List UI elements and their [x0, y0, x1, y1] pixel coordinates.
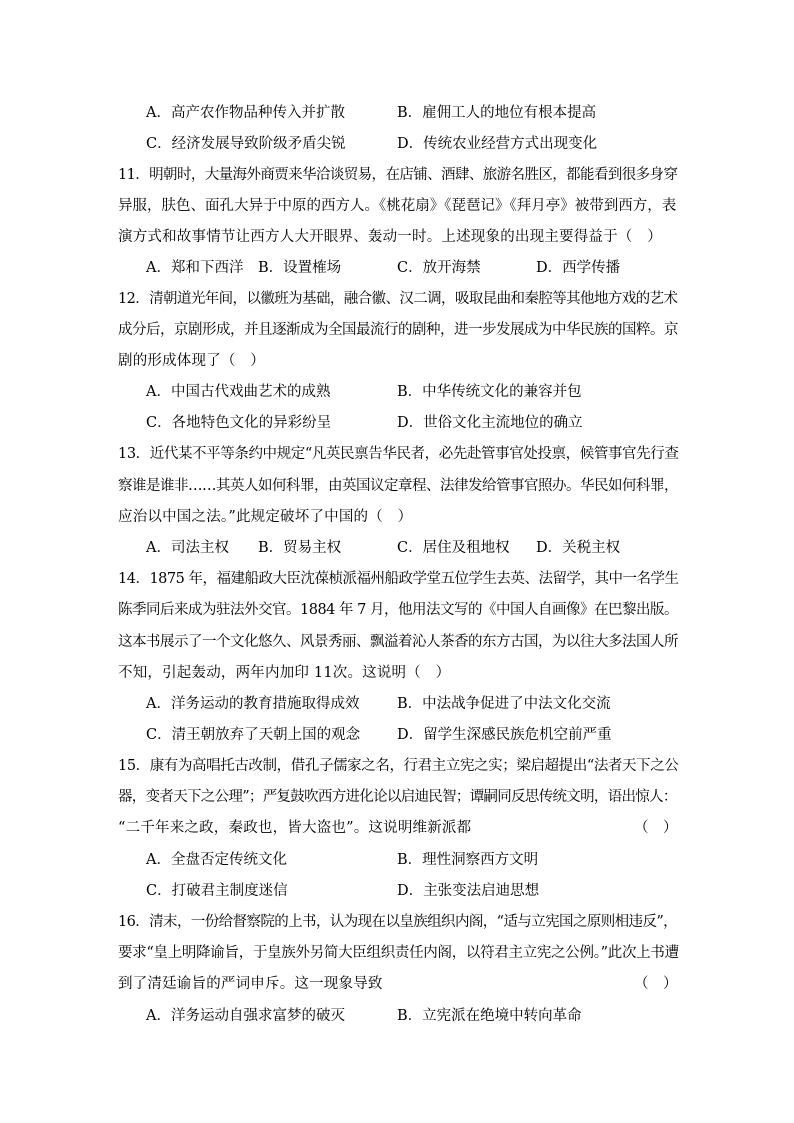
- q15-option-d[interactable]: D．主张变法启迪思想: [397, 883, 540, 899]
- q16-stem-line-2: 要求“皇上明降谕旨，于皇族外另简大臣组织责任内阁，以符君主立宪之公例。”此次上书遭: [118, 945, 679, 961]
- q11-stem-line-3: 演方式和故事情节让西方人大开眼界、轰动一时。上述现象的出现主要得益于（ ）: [118, 229, 662, 245]
- q16-stem-line-3: 到了清廷谕旨的严词申斥。这一现象导致: [118, 976, 383, 992]
- q14-option-c[interactable]: C．清王朝放弃了天朝上国的观念: [146, 727, 361, 743]
- q13-option-d[interactable]: D．关税主权: [536, 540, 621, 556]
- q13-option-c[interactable]: C．居住及租地权: [397, 540, 510, 556]
- q12-option-a[interactable]: A．中国古代戏曲艺术的成熟: [146, 384, 331, 400]
- q12-option-c[interactable]: C．各地特色文化的异彩纷呈: [146, 415, 332, 431]
- q16-answer-blank[interactable]: （ ）: [634, 976, 678, 992]
- q14-stem-line-2: 陈季同后来成为驻法外交官。1884 年 7 月，他用法文写的《中国人自画像》在巴黎出版。: [118, 602, 678, 618]
- q15-stem-line-3: “二千年来之政，秦政也，皆大盗也”。这说明维新派都: [118, 820, 472, 836]
- q10-option-d[interactable]: D．传统农业经营方式出现变化: [397, 136, 598, 152]
- q12-option-d[interactable]: D．世俗文化主流地位的确立: [397, 415, 583, 431]
- q16-stem-line-1: 16．清末，一份给督察院的上书，认为现在以皇族组织内阁，“适与立宪国之原则相违反”，: [118, 914, 678, 930]
- q10-option-c[interactable]: C．经济发展导致阶级矛盾尖锐: [146, 136, 346, 152]
- q10-option-b[interactable]: B．雇佣工人的地位有根本提高: [397, 105, 597, 121]
- q11-stem-line-2: 异服，肤色、面孔大异于中原的西方人。《桃花扇》《琵琶记》《拜月亭》被带到西方，表: [118, 198, 677, 214]
- q13-stem-line-1: 13．近代某不平等条约中规定“凡英民禀告华民者，必先赴管事官处投禀，候管事官先行查: [118, 446, 679, 462]
- q14-option-a[interactable]: A．洋务运动的教育措施取得成效: [146, 696, 360, 712]
- q11-option-a[interactable]: A．郑和下西洋: [146, 260, 244, 276]
- q15-stem-line-2: 器，变者天下之公理”；严复鼓吹西方进化论以启迪民智；谭嗣同反思传统文明，语出惊人：: [118, 789, 677, 805]
- q12-stem-line-3: 剧的形成体现了（ ）: [118, 353, 265, 369]
- q11-option-d[interactable]: D．西学传播: [536, 260, 621, 276]
- q15-option-a[interactable]: A．全盘否定传统文化: [146, 852, 287, 868]
- q13-stem-line-3: 应治以中国之法。”此规定破坏了中国的（ ）: [118, 509, 413, 525]
- q11-stem-line-1: 11．明朝时，大量海外商贾来华洽谈贸易，在店铺、酒肆、旅游名胜区，都能看到很多身穿: [118, 167, 678, 183]
- q12-stem-line-2: 成分后，京剧形成，并且逐渐成为全国最流行的剧种，进一步发展成为中华民族的国粹。京: [118, 322, 678, 338]
- q15-answer-blank[interactable]: （ ）: [634, 820, 678, 836]
- q16-option-a[interactable]: A．洋务运动自强求富梦的破灭: [146, 1008, 345, 1024]
- q14-stem-line-3: 这本书展示了一个文化悠久、风景秀丽、飘溢着沁人茶香的东方古国，为以往大多法国人所: [118, 634, 678, 650]
- q14-stem-line-4: 不知，引起轰动，两年内加印 11次。这说明（ ）: [118, 665, 451, 681]
- q14-stem-line-1: 14．1875 年，福建船政大臣沈葆桢派福州船政学堂五位学生去英、法留学，其中一名学生: [118, 571, 679, 587]
- q13-stem-line-2: 察谁是谁非……其英人如何科罪，由英国议定章程、法律发给管事官照办。华民如何科罪，: [118, 478, 678, 494]
- q16-option-b[interactable]: B．立宪派在绝境中转向革命: [397, 1008, 582, 1024]
- q11-option-b[interactable]: B．设置榷场: [258, 260, 342, 276]
- q12-stem-line-1: 12．清朝道光年间，以徽班为基础，融合徽、汉二调，吸取昆曲和秦腔等其他地方戏的艺术: [118, 291, 678, 307]
- q15-option-b[interactable]: B．理性洞察西方文明: [397, 852, 539, 868]
- q15-stem-line-1: 15．康有为高唱托古改制，借孔子儒家之名，行君主立宪之实；梁启超提出“法者天下之公: [118, 758, 679, 774]
- q10-option-a[interactable]: A．高产农作物品种传入并扩散: [146, 105, 345, 121]
- q14-option-b[interactable]: B．中法战争促进了中法文化交流: [397, 696, 611, 712]
- q15-option-c[interactable]: C．打破君主制度迷信: [146, 883, 288, 899]
- q11-option-c[interactable]: C．放开海禁: [397, 260, 481, 276]
- q14-option-d[interactable]: D．留学生深感民族危机空前严重: [397, 727, 612, 743]
- q13-option-b[interactable]: B．贸易主权: [258, 540, 342, 556]
- q12-option-b[interactable]: B．中华传统文化的兼容并包: [397, 384, 582, 400]
- q13-option-a[interactable]: A．司法主权: [146, 540, 229, 556]
